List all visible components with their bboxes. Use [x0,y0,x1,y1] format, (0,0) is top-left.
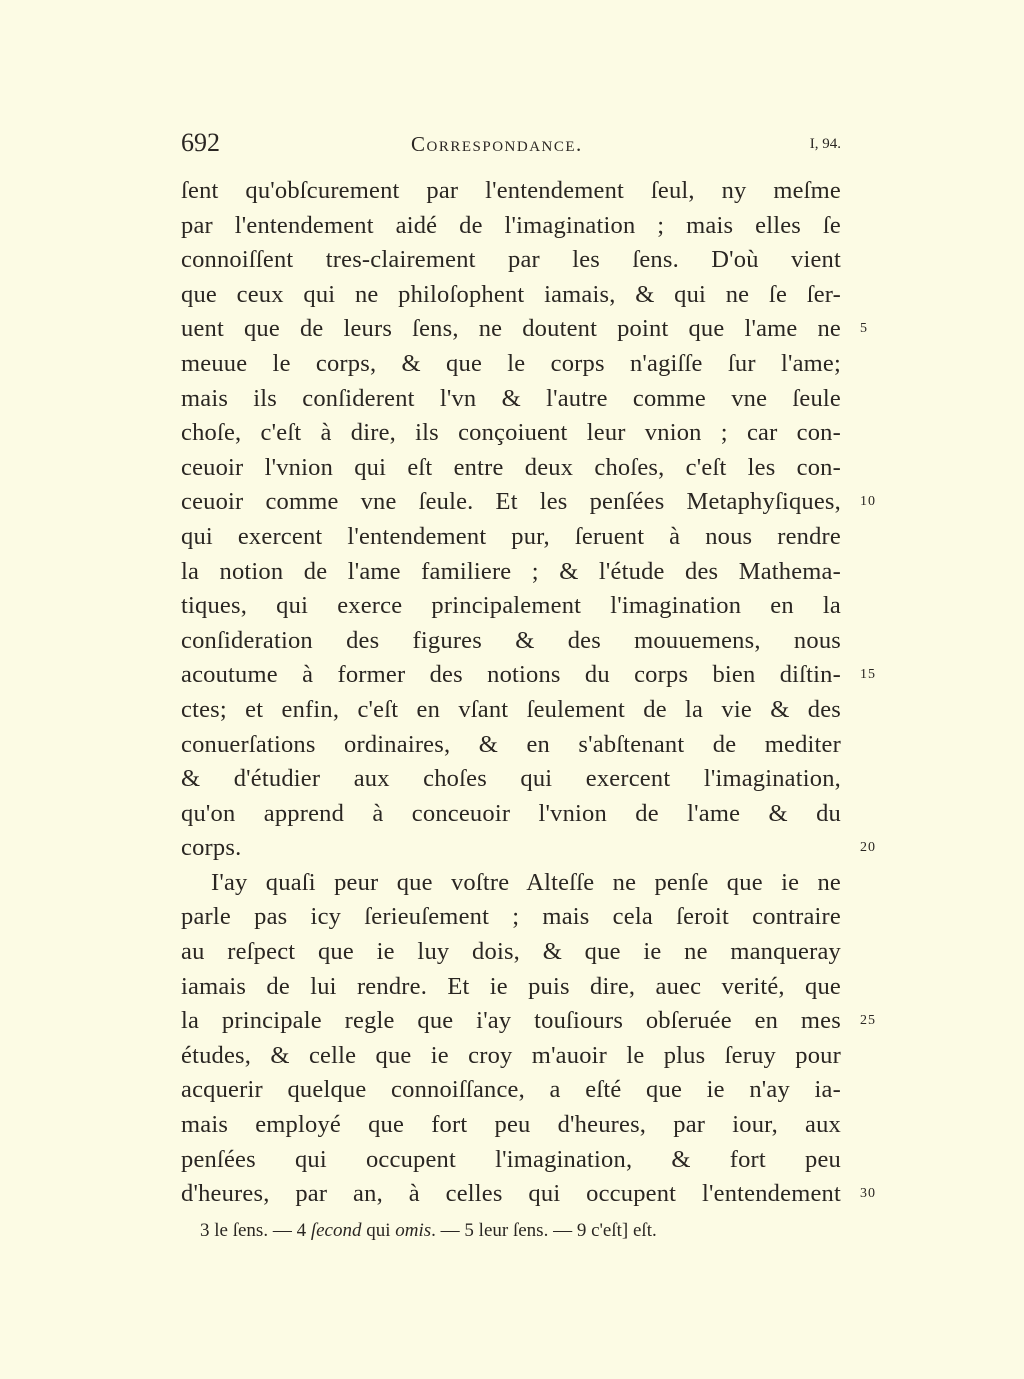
text-line: meuue le corps, & que le corps n'agiſſe ſur l'ame; [181,349,841,377]
text-line: d'heures, par an, à celles qui occupent l'entendement [181,1180,841,1208]
text-line: penſées qui occupent l'imagination, & fort peu [181,1145,841,1173]
text-line: parle pas icy ſerieuſement ; mais cela ſeroit contraire [181,903,841,931]
text-line: par l'entendement aidé de l'imagination ; mais elles ſe [181,211,841,239]
text-line: corps. [181,834,242,862]
text-line: acoutume à former des notions du corps bien diſtin- [181,661,841,689]
line-number: 15 [860,667,876,683]
running-title: Correspondance. [411,132,583,156]
footnote-italic: ſecond [310,1220,362,1241]
body-text [181,174,841,1212]
text-line: & d'étudier aux choſes qui exercent l'imagination, [181,765,841,793]
footnote-text: qui [361,1220,396,1241]
text-line: qui exercent l'entendement pur, ſeruent à nous rendre [181,522,841,550]
text-line: tiques, qui exerce principalement l'imagination en la [181,592,841,620]
text-line: au reſpect que ie luy dois, & que ie ne manqueray [181,938,841,966]
text-line: la principale regle que i'ay touſiours obſeruée en mes [181,1007,841,1035]
page-header [181,128,841,162]
text-line: la notion de l'ame familiere ; & l'étude des Mathema- [181,557,841,585]
text-line: choſe, c'eſt à dire, ils conçoiuent leur vnion ; car con- [181,419,841,447]
text-line: que ceux qui ne philoſophent iamais, & qui ne ſe ſer- [181,280,841,308]
text-line: ſent qu'obſcurement par l'entendement ſeul, ny meſme [181,177,841,204]
text-line: conſideration des figures & des mouuemens, nous [181,626,841,654]
footnote-text: . — 5 leur ſens. — 9 c'eſt] eſt. [431,1220,657,1241]
text-line: ceuoir comme vne ſeule. Et les penſées Metaphyſiques, [181,488,841,516]
text-line: ctes; et enfin, c'eſt en vſant ſeulement de la vie & des [181,695,841,723]
line-number: 25 [860,1013,876,1029]
line-number: 10 [860,494,876,510]
text-line: uent que de leurs ſens, ne doutent point que l'ame ne [181,315,841,343]
text-line: iamais de lui rendre. Et ie puis dire, auec verité, que [181,972,841,1000]
text-line: conuerſations ordinaires, & en s'abſtenant de mediter [181,730,841,758]
text-line: qu'on apprend à conceuoir l'vnion de l'ame & du [181,799,841,827]
footnote-text: 3 le ſens. — 4 [200,1220,311,1241]
text-line: mais ils conſiderent l'vn & l'autre comme vne ſeule [181,384,841,412]
line-number: 30 [860,1186,876,1202]
text-line: I'ay quaſi peur que voſtre Alteſſe ne penſe que ie ne [211,868,841,896]
footnote [200,1220,840,1242]
line-number: 20 [860,840,876,856]
line-number: 5 [860,321,868,337]
text-line: études, & celle que ie croy m'auoir le plus ſeruy pour [181,1041,841,1069]
text-line: ceuoir l'vnion qui eſt entre deux choſes, c'eſt les con- [181,453,841,481]
text-line: acquerir quelque connoiſſance, a eſté que ie n'ay ia- [181,1076,841,1104]
text-line: mais employé que fort peu d'heures, par iour, aux [181,1111,841,1139]
volume-reference: I, 94. [809,136,841,152]
text-line: connoiſſent tres-clairement par les ſens. D'où vient [181,246,841,274]
footnote-italic: omis [395,1220,432,1241]
page-number: 692 [181,128,220,157]
